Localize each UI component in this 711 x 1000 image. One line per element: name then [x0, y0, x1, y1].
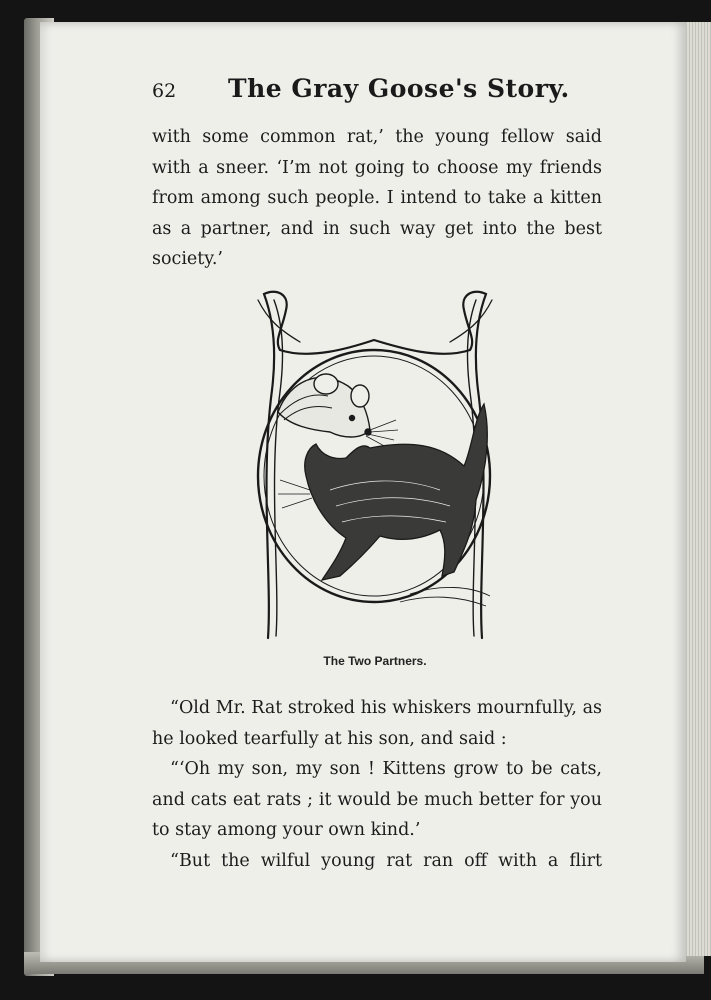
page-header: [152, 74, 608, 114]
illustration: [250, 280, 500, 642]
paragraph-4: “But the wilful young rat ran off with a flirt: [170, 851, 602, 871]
paragraph-1: with some common rat,’ the young fellow said with a sneer. ‘I’m not going to choose my friends from among such people. I intend to take a kitten as a partner, and in such way get into the best society.’: [152, 127, 602, 269]
paragraph-2: “Old Mr. Rat stroked his whiskers mournfully, as he looked tearfully at his son, and said :: [152, 698, 602, 749]
page-number: 62: [152, 80, 177, 102]
page-edges: [684, 22, 711, 956]
rat-and-cat-illustration-icon: [250, 280, 500, 642]
running-title: The Gray Goose's Story.: [228, 74, 570, 103]
illustration-caption: The Two Partners.: [323, 654, 427, 668]
paragraph-3: “‘Oh my son, my son ! Kittens grow to be cats, and cats eat rats ; it would be much better for you to stay among your own kind.’: [152, 759, 602, 840]
